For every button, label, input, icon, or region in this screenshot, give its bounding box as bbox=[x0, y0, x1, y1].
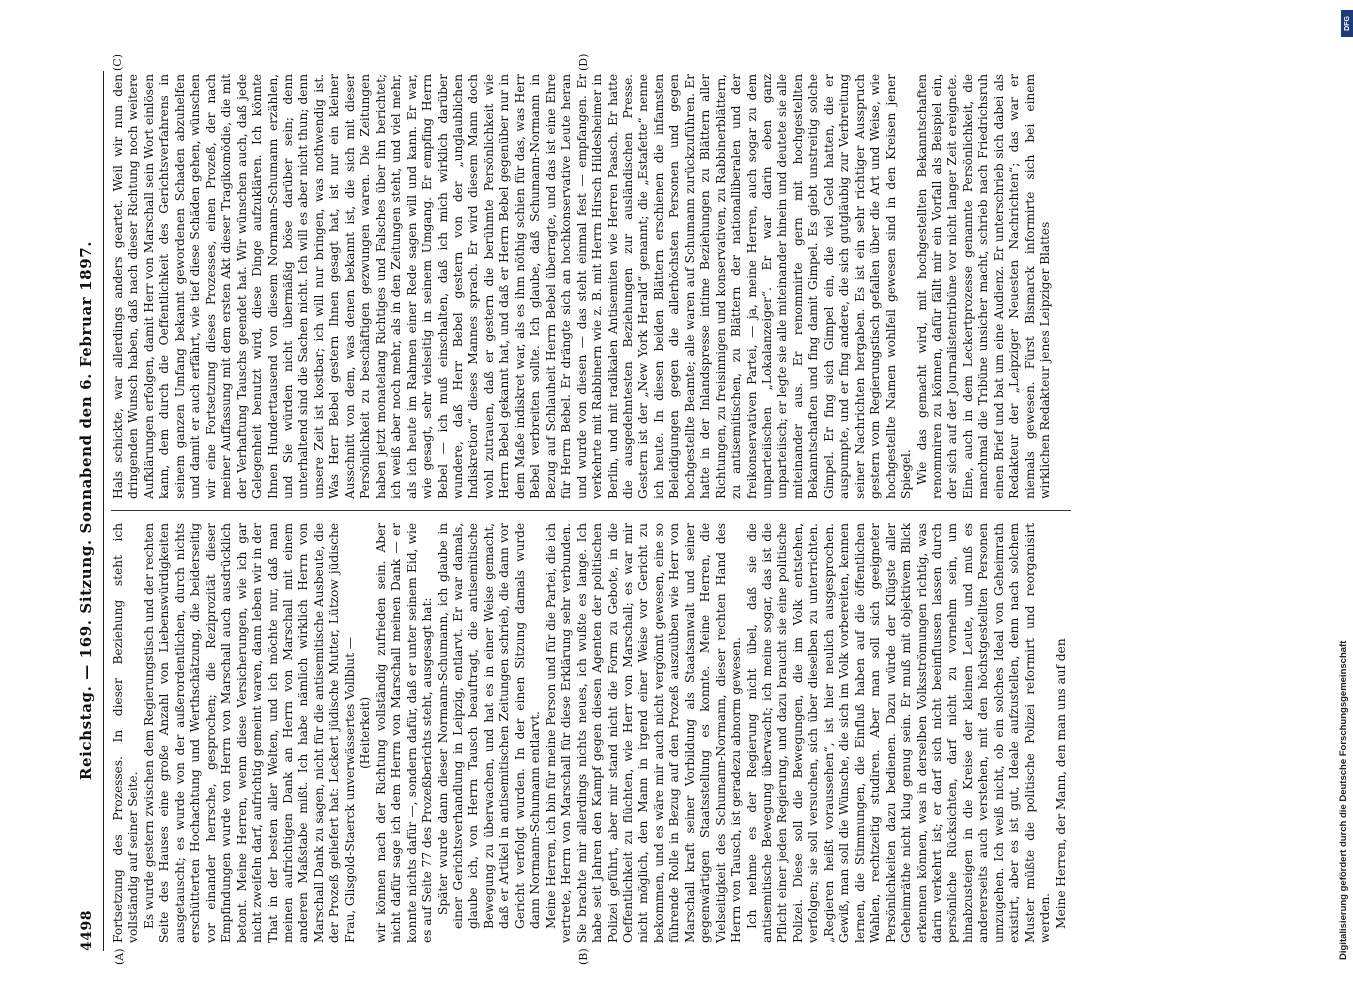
margin-marker-d: (D) bbox=[577, 53, 590, 71]
page-header bbox=[77, 71, 104, 951]
paragraph: Es wurde gestern zwischen dem Regierungstisch und der rechten Seite des Hauses eine große Anzahl von Liebenswürdigkeiten ausgetauscht; es wurde von der außerordentlichen, durch nichts erschütterten Hochachtung und Werthschätzung, die beiderseitig vor einander herrsche, gesprochen; die Reziprozität dieser Empfindungen wurde von Herrn von Marschall auch ausdrücklich betont. Meine Herren, wenn diese Versicherungen, wie ich gar nicht zweifeln darf, aufrichtig gemeint waren, dann leben wir in der That in der besten aller Welten, und ich möchte nur, daß man meinen aufrichtigen Dank an Herrn von Marschall mit einem anderen Maßstabe mißt. Ich habe nämlich wirklich Herrn von Marschall Dank zu sagen, nicht für die antisemitische Ausbeute, die der Prozeß geliefert hat: Leckert jüdische Mutter, Lützow jüdische Frau, Glisgold-Staerck unverwässertes Vollblut — bbox=[141, 523, 357, 943]
paragraph: Fortsetzung des Prozesses. In dieser Beziehung steht ich vollständig auf seiner Seite. bbox=[111, 523, 141, 943]
left-column bbox=[111, 523, 1076, 943]
margin-marker-b: (B) bbox=[577, 948, 590, 965]
paragraph: Hals schickte, war allerdings anders geartet. Weil wir nun den dringenden Wunsch haben, daß nach dieser Richtung noch weitere Aufklärungen erfolgen, damit Herr von Marschall sein Wort einlösen kann, dem durch die Oeffentlichkeit des Gerichtsverfahrens in seinem ganzen Umfang bekannt gewordenen Schaden abzuhelfen und damit er auch erfährt, wie tief diese Schäden gehen, wünschen wir eine Fortsetzung dieses Prozesses, einen Prozeß, der nach meiner Auffassung mit dem ersten Akt dieser Tragikomödie, die mit der Verhaftung Tauschs geendet hat. Wir wünschen auch, daß jede Gelegenheit benutzt wird, diese Dinge aufzuklären. Ich könnte Ihnen Hunderttausend von diesem Normann-Schumann erzählen, und Sie würden nicht übermäßig böse darüber sein; denn unterhaltend sind die Sachen nicht. Ich will es aber nicht thun; denn unsere Zeit ist kostbar; ich will nur bringen, was nothwendig ist. Was Herr Bebel gestern Ihnen gesagt hat, ist nur ein kleiner Ausschnitt von dem, was denen bekannt ist, die sich mit dieser Persönlichkeit zu beschäftigen gezwungen waren. Die Zeitungen haben jetzt monatelang Richtiges und Falsches über ihn berichtet; ich weiß aber noch mehr, als in den Zeitungen steht, und viel mehr, als ich heute im Rahmen einer Rede sagen will und kann. Er war, wie gesagt, sehr vielseitig in seinem Umgang. Er empfing Herrn Bebel — ich muß einschalten, daß ich mich wirklich darüber wundere, daß Herr Bebel gestern von der „unglaublichen Indiskretion“ dieses Mannes sprach. Er wird diesem Mann doch wohl zutrauen, daß er gestern die berühmte Persönlichkeit wie Herrn Bebel gekannt hat, und daß er Herrn Bebel gegenüber nur in dem Maße indiskret war, als es ihm nöthig schien für das, was Herr Bebel verbreiten sollte. Ich glaube, daß Schumann-Normann in Bezug auf Schlauheit Herrn Bebel überragte, und das ist eine Ehre für Herrn Bebel. Er drängte sich an hochkonservative Leute heran und wurde von diesen — das steht einmal fest — empfangen. Er verkehrte mit Rabbinern wie z. B. mit Herrn Hirsch Hildesheimer in Berlin, und mit radikalen Antisemiten wie Herren Paasch. Er hatte die ausgedehntesten Beziehungen zur ausländischen Presse. Gestern ist der „New York Herald“ genannt; die „Estafette“ nenne ich heute. In diesen beiden Blättern erschienen die infamsten Beleidigungen gegen die allerhöchsten Personen und gegen hochgestellte Beamte; alle waren auf Schumann zurückzuführen. Er hatte in der Inlandspresse intime Beziehungen zu Blättern aller Richtungen, zu freisinnigen und konservativen, zu Rabbinerblättern, zu antisemitischen, zu Blättern der nationalliberalen und der freikonservativen Partei, — ja, meine Herren, auch sogar zu dem unparteiischen „Lokalanzeiger“. Er war darin eben ganz unparteiisch; er legte sie alle miteinander hinein und deutete sie alle miteinander aus. Er renommirte gern mit hochgestellten Bekanntschaften und fing damit Gimpel. Es giebt unstreitig solche Gimpel. Er fing sich Gimpel ein, die viel Geld hatten, die er auspumpte, und er fing andere, die sich gutgläubig zur Verbreitung seiner Nachrichten hergaben. Es ist ein sehr richtiger Ausspruch gestern vom Regierungstisch gefallen über die Art und Weise, wie hochgestellte Namen wohlfeil gewesen sind in den Kreisen jener Spiegel. bbox=[111, 74, 914, 499]
paragraph: wir können nach der Richtung vollständig zufrieden sein. Aber nicht dafür sage ich dem Herrn von Marschall meinen Dank — er konnte nichts dafür —, sondern dafür, daß er unter seinem Eid, wie es auf Seite 77 des Prozeßberichts steht, ausgesagt hat: bbox=[373, 523, 435, 943]
digitization-credit: Digitalisierung gefördert durch die Deutsche Forschungsgemeinschaft bbox=[1338, 640, 1349, 960]
paragraph: Meine Herren, der Mann, den man uns auf den bbox=[1053, 638, 1068, 929]
paragraph: Wie das gemacht wird, mit hochgestellten Bekanntschaften renommiren zu können, dafür fällt mir ein Vorfall als Beispiel ein, der sich auf der Journalistentribüne vor nicht langer Zeit ereignete. Eine, auch in dem Leckertprozesse genannte Persönlichkeit, die manchmal die Tribüne unsicher macht, schrieb nach Friedrichsruh einen Brief und bat um eine Audienz. Er unterschrieb sich dabei als Redakteur der „Leipziger Neuesten Nachrichten“; das war er niemals gewesen. Fürst Bismarck informirte sich bei einem wirklichen Redakteur jenes Leipziger Blattes bbox=[914, 74, 1053, 499]
dfg-logo-icon: DFG bbox=[1341, 10, 1353, 37]
margin-marker-a: (A) bbox=[113, 948, 126, 965]
document-page bbox=[77, 53, 1087, 965]
interjection: (Heiterkeit) bbox=[358, 696, 373, 770]
quotation: Später wurde dann dieser Normann-Schumann, ich glaube in einer Gerichtsverhandlung in Leipzig, entlarvt. Er war damals, glaube ich, von Herrn Tausch beauftragt, die antisemitische Bewegung zu überwachen, und hat es in einer Weise gemacht, daß er Artikel in antisemitischen Zeitungen schrieb, die dann vor Gericht verfolgt wurden. In der einen Sitzung damals wurde dann Normann-Schumann entlarvt. bbox=[435, 523, 543, 929]
page-title: Reichstag. — 169. Sitzung. Sonnabend den 6. Februar 1897. bbox=[77, 240, 95, 781]
margin-marker-c: (C) bbox=[111, 54, 124, 71]
paragraph: Ich nehme es der Regierung nicht übel, daß sie die antisemitische Bewegung überwacht; ich meine sogar, das ist die Pflicht einer jeden Regierung, und dazu braucht sie eine politische Polizei. Diese soll die Bewegungen, die im Volk entstehen, verfolgen; sie soll versuchen, sich über dieselben zu unterrichten. „Regieren heißt voraussehen“, ist hier neulich ausgesprochen. Gewiß, man soll die Wünsche, die sich im Volk vorbereiten, kennen lernen, die Stimmungen, die Einfluß haben auf die öffentlichen Wahlen, rechtzeitig studiren. Aber man soll sich geeigneter Persönlichkeiten dazu bedienen. Dazu würde der Klügste aller Geheimräthe nicht klug genug sein. Er muß mit objektivem Blick erkennen können, was in derselben Volksströmungen richtig, was darin verkehrt ist; er darf sich nicht beeinflussen lassen durch persönliche Rücksichten, darf nicht zu vornehm sein, um hinabzusteigen in die Kreise der kleinen Leute, und muß es andererseits auch verstehen, mit den höchstgestellten Personen umzugehen. Ich weiß nicht, ob ein solches Ideal von Geheimrath existirt, aber es ist gut, Ideale aufzustellen, denn nach solchem Muster müßte die politische Polizei reformirt und reorganisirt werden. bbox=[744, 523, 1053, 943]
right-column bbox=[111, 74, 1076, 499]
page-number: 4498 bbox=[79, 910, 95, 951]
paragraph: Meine Herren, ich bin für meine Person und für die Partei, die ich vertrete, Herrn von Marschall für diese Erklärung sehr verbunden. Sie brachte mir allerdings nichts neues, ich wußte es lange. Ich habe seit Jahren den Kampf gegen diesen Agenten der politischen Polizei geführt, aber mir stand nicht die Form zu Gebote, in die Oeffentlichkeit zu flüchten, wie Herr von Marschall; es war mir nicht möglich, den Mann in irgend einer Weise vor Gericht zu bekommen, und es wäre mir auch nicht vergönnt gewesen, eine so führende Rolle in Bezug auf den Prozeß auszuüben wie Herr von Marschall kraft seiner Vorbildung als Staatsanwalt und seiner gegenwärtigen Staatsstellung es konnte. Meine Herren, die Vielseitigkeit des Schumann-Normann, dieser rechten Hand des Herrn von Tausch, ist geradezu abnorm gewesen. bbox=[543, 523, 744, 943]
column-divider bbox=[111, 510, 1071, 511]
